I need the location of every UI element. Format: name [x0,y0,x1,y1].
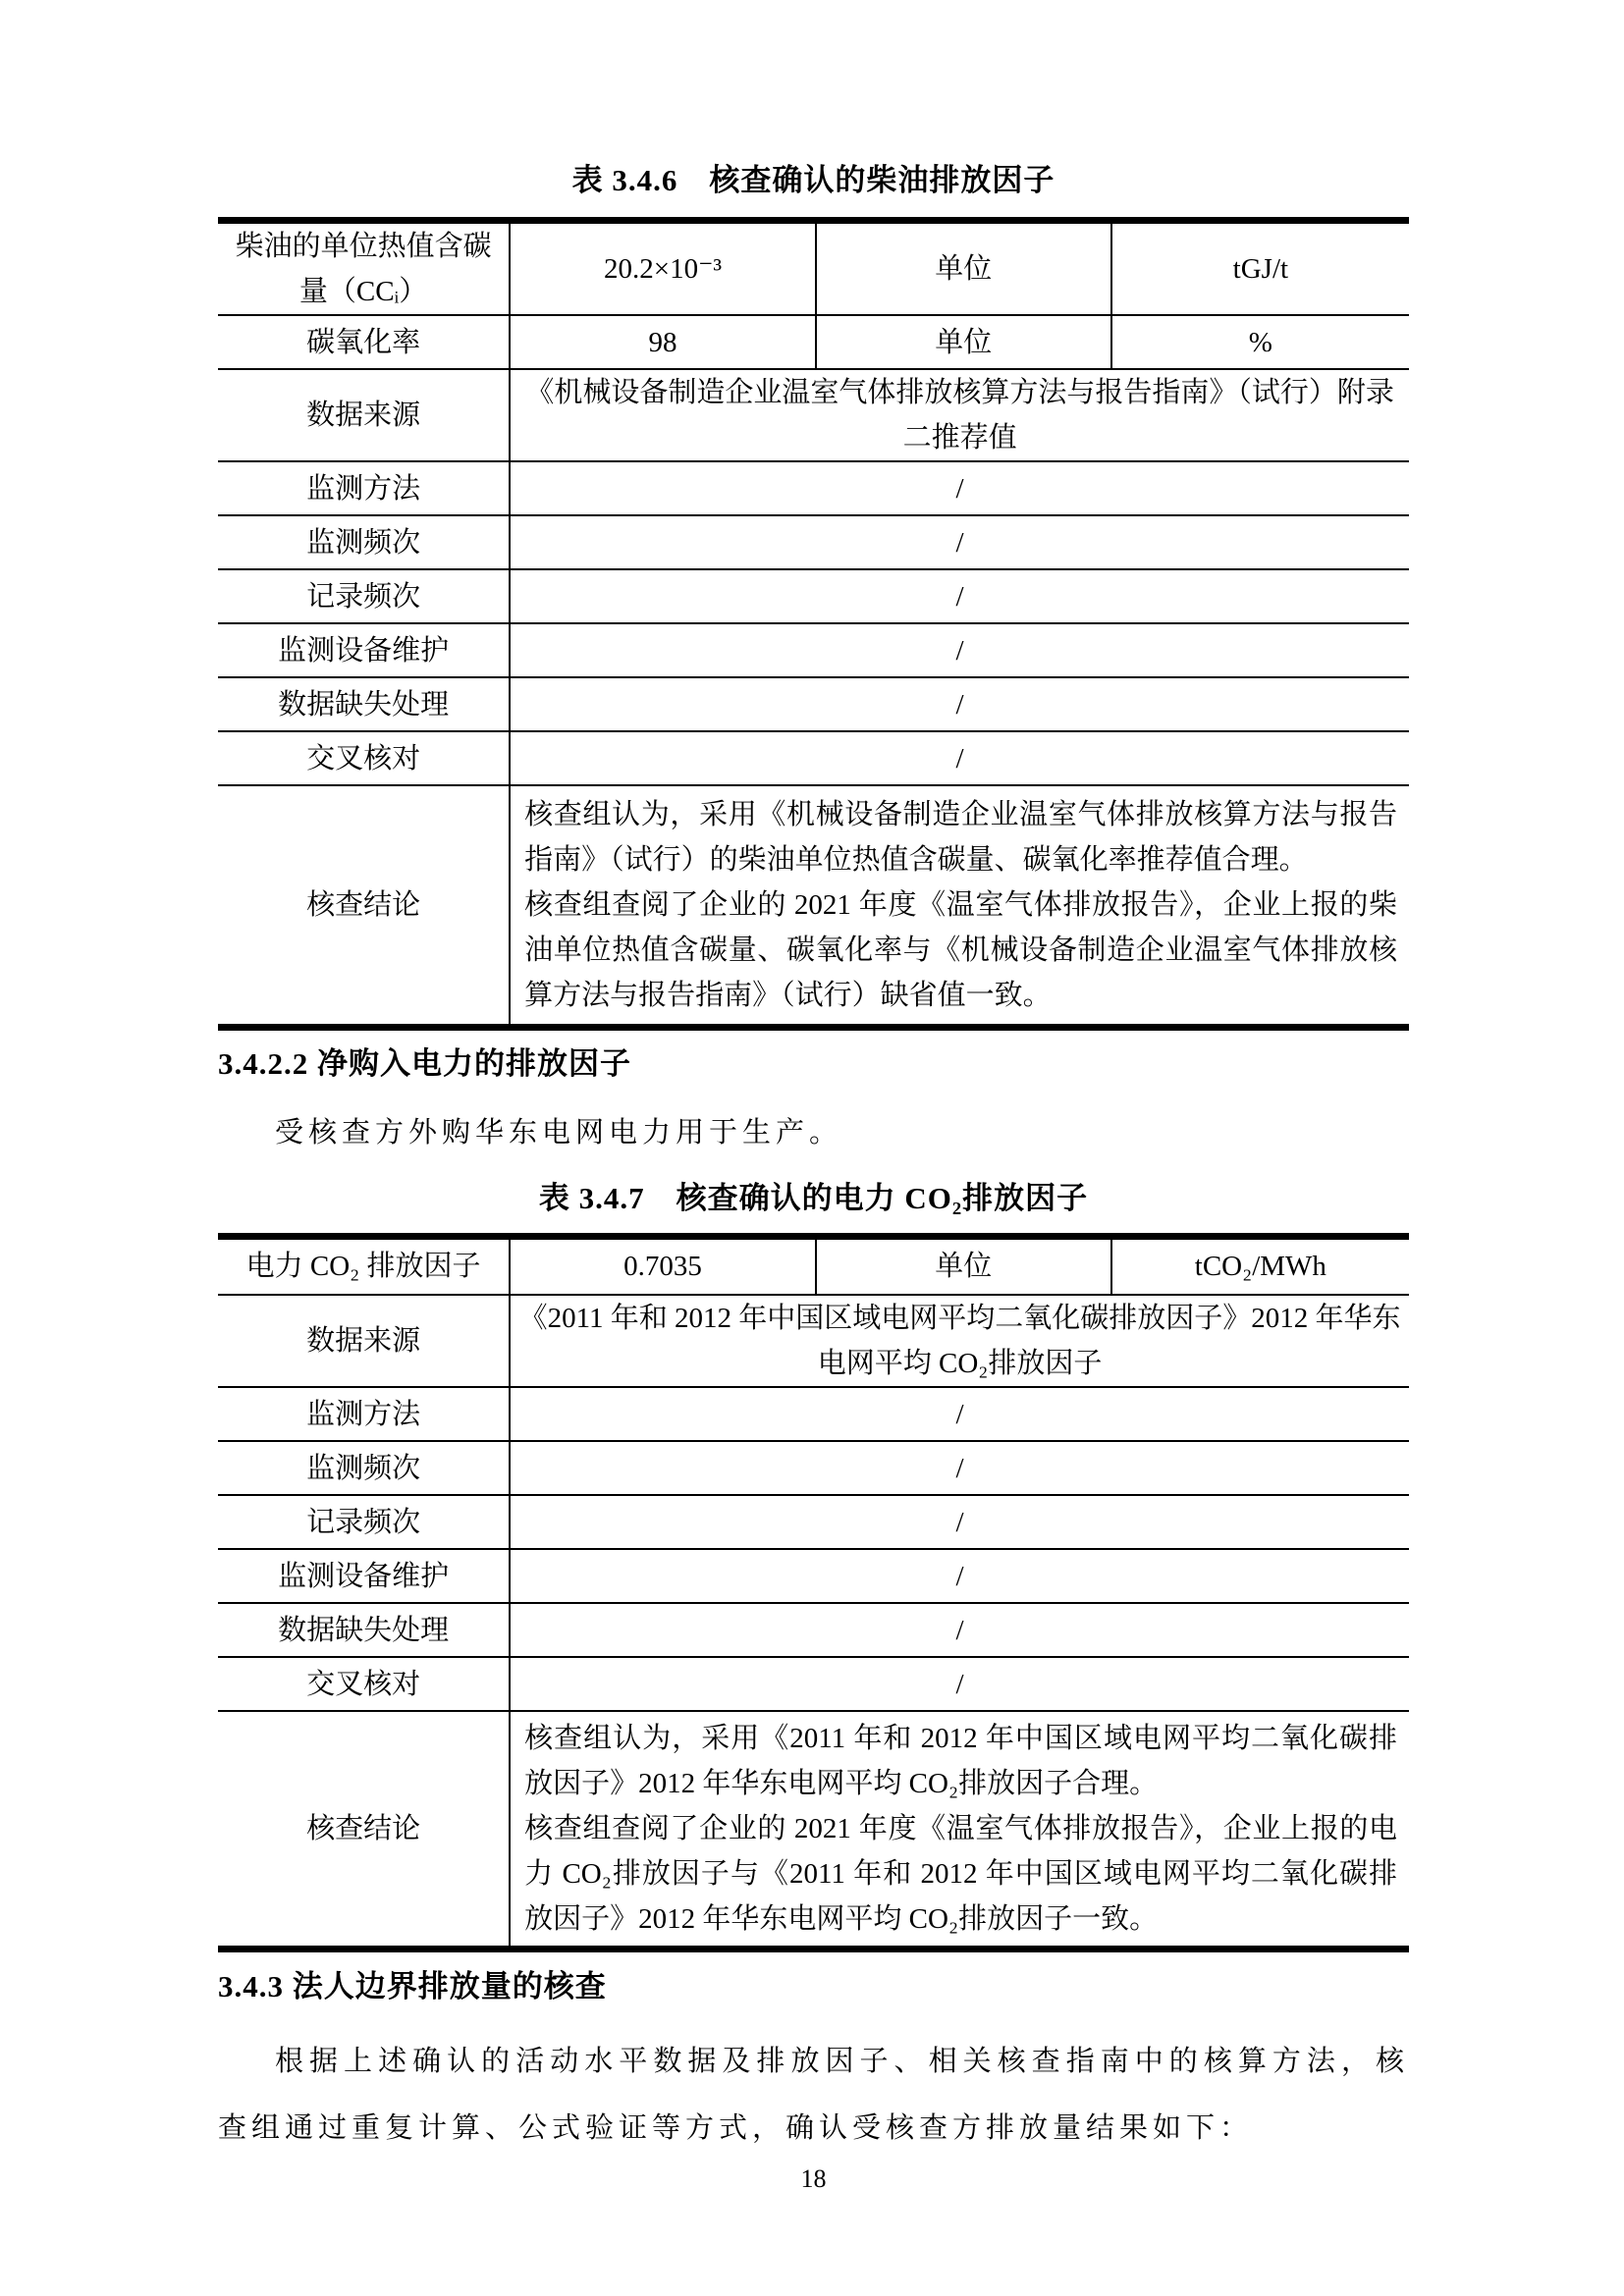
table-row [218,785,1409,1027]
monitor-method-label-cell: 监测方法 [218,461,510,515]
monitor-frequency-label-cell: 监测频次 [218,515,510,569]
table-row [218,461,1409,515]
record-frequency-label-cell: 记录频次 [218,1495,510,1549]
record-frequency-label-cell: 记录频次 [218,569,510,623]
equipment-maintenance-label-cell: 监测设备维护 [218,1549,510,1603]
cross-check-label-cell: 交叉核对 [218,1657,510,1711]
unit-value-cell: tCO₂/MWh [1111,1236,1409,1295]
unit-value-cell: % [1111,315,1409,369]
table-3-4-6-title: 表 3.4.6 核查确认的柴油排放因子 [571,163,1056,197]
table-row [218,569,1409,623]
oxidation-label-cell: 碳氧化率 [218,315,510,369]
monitor-method-value-cell: / [510,461,1409,515]
equipment-maintenance-label-cell: 监测设备维护 [218,623,510,677]
conclusion-label-cell: 核查结论 [218,1711,510,1949]
record-frequency-value-cell: / [510,569,1409,623]
paragraph-3-4-3: 根据上述确认的活动水平数据及排放因子、相关核查指南中的核算方法，核查组通过重复计算、公式验证等方式，确认受核查方排放量结果如下： [218,2046,1409,2144]
equipment-maintenance-value-cell: / [510,1549,1409,1603]
data-source-value-cell: 《2011 年和 2012 年中国区域电网平均二氧化碳排放因子》2012 年华东电网平均 CO₂排放因子 [510,1295,1409,1387]
table-row [218,1711,1409,1949]
table-3-4-7 [218,1233,1409,1953]
table-3-4-7-title: 表 3.4.7 核查确认的电力 CO₂排放因子 [538,1180,1089,1215]
section-heading-3-4-2-2: 3.4.2.2 净购入电力的排放因子 [218,1045,631,1081]
missing-data-label-cell: 数据缺失处理 [218,1603,510,1657]
monitor-method-value-cell: / [510,1387,1409,1441]
paragraph-3-4-2-2: 受核查方外购华东电网电力用于生产。 [275,1116,843,1148]
unit-label-cell: 单位 [816,315,1111,369]
missing-data-value-cell: / [510,1603,1409,1657]
unit-label-cell: 单位 [816,221,1111,316]
unit-label-cell: 单位 [816,1236,1111,1295]
conclusion-value-cell [510,1711,1409,1949]
equipment-maintenance-value-cell: / [510,623,1409,677]
conclusion-paragraph-2: 核查组查阅了企业的 2021 年度《温室气体排放报告》，企业上报的电力 CO₂排放因子与《2011 年和 2012 年中国区域电网平均二氧化碳排放因子》2012 年华东电网平均 CO₂排放因子一致。 [524,1813,1397,1935]
cross-check-value-cell: / [510,731,1409,785]
table-row [218,623,1409,677]
table-row [218,731,1409,785]
factor-label-cell: 电力 CO₂ 排放因子 [218,1236,510,1295]
monitor-frequency-value-cell: / [510,515,1409,569]
table-row [218,369,1409,461]
table-row [218,1603,1409,1657]
conclusion-label-cell: 核查结论 [218,785,510,1027]
cross-check-value-cell: / [510,1657,1409,1711]
unit-value-cell: tGJ/t [1111,221,1409,316]
table-row [218,315,1409,369]
table-row [218,1236,1409,1295]
conclusion-value-cell [510,785,1409,1027]
conclusion-paragraph-1: 核查组认为，采用《2011 年和 2012 年中国区域电网平均二氧化碳排放因子》2012 年华东电网平均 CO₂排放因子合理。 [524,1723,1397,1799]
table-3-4-6 [218,217,1409,1031]
table-row [218,1387,1409,1441]
page-number: 18 [800,2164,827,2193]
conclusion-paragraph-1: 核查组认为，采用《机械设备制造企业温室气体排放核算方法与报告指南》（试行）的柴油单位热值含碳量、碳氧化率推荐值合理。 [524,798,1397,876]
monitor-frequency-value-cell: / [510,1441,1409,1495]
cross-check-label-cell: 交叉核对 [218,731,510,785]
factor-value-cell: 20.2×10⁻³ [510,221,816,316]
conclusion-paragraph-2: 核查组查阅了企业的 2021 年度《温室气体排放报告》，企业上报的柴油单位热值含碳量、碳氧化率与《机械设备制造企业温室气体排放核算方法与报告指南》（试行）缺省值一致。 [524,888,1397,1011]
table-row [218,515,1409,569]
missing-data-value-cell: / [510,677,1409,731]
missing-data-label-cell: 数据缺失处理 [218,677,510,731]
data-source-label-cell: 数据来源 [218,1295,510,1387]
table-row [218,677,1409,731]
oxidation-value-cell: 98 [510,315,816,369]
section-heading-3-4-3: 3.4.3 法人边界排放量的核查 [218,1969,607,2003]
factor-label-cell: 柴油的单位热值含碳量（CCᵢ） [218,221,510,316]
table-row [218,1441,1409,1495]
monitor-method-label-cell: 监测方法 [218,1387,510,1441]
table-row [218,1295,1409,1387]
table-row [218,1549,1409,1603]
monitor-frequency-label-cell: 监测频次 [218,1441,510,1495]
table-row [218,1495,1409,1549]
data-source-value-cell: 《机械设备制造企业温室气体排放核算方法与报告指南》（试行）附录二推荐值 [510,369,1409,461]
table-row [218,1657,1409,1711]
factor-value-cell: 0.7035 [510,1236,816,1295]
table-row [218,221,1409,316]
data-source-label-cell: 数据来源 [218,369,510,461]
record-frequency-value-cell: / [510,1495,1409,1549]
